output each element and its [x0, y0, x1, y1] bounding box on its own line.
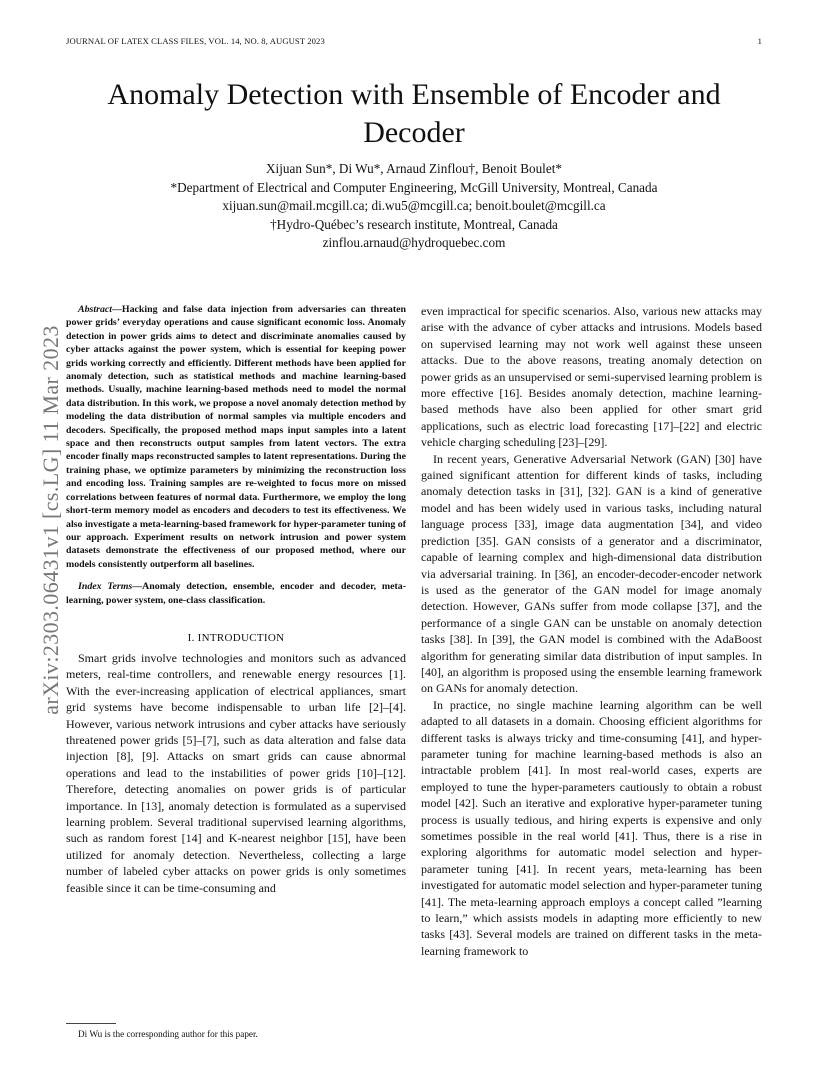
- arxiv-stamp: arXiv:2303.06431v1 [cs.LG] 11 Mar 2023: [38, 325, 63, 715]
- index-terms-text: —Anomaly detection, ensemble, encoder and decoder, meta-learning, power system, one-class classification.: [66, 581, 407, 606]
- intro-paragraph-1: Smart grids involve technologies and monitors such as advanced meters, real-time controllers, and renewable energy resources [1]. With the ever-increasing application of electrical appliances, smart grid systems have become indispensable to urban life [2]–[4]. However, various network intrusions and cyber attacks have seriously threatened power grids [5]–[7], such as data alteration and false data injection [8], [9]. Attacks on smart grids can cause abnormal operations and lead to the instabilities of power grids [10]–[12]. Therefore, detecting anomalies on power grids is of particular importance. In [13], anomaly detection is formulated as a supervised learning problem. Several traditional supervised learning algorithms, such as random forest [14] and K-nearest neighbor [15], have been utilized for anomaly detection. Nevertheless, collecting a large number of labeled cyber attacks on power grids is only sometimes feasible since it can be time-consuming and: [66, 650, 406, 895]
- page-number: 1: [757, 36, 762, 46]
- footnote-rule: [66, 1023, 116, 1024]
- title-line-1: Anomaly Detection with Ensemble of Encoder and: [107, 78, 721, 111]
- journal-name: JOURNAL OF LATEX CLASS FILES, VOL. 14, NO. 8, AUGUST 2023: [66, 36, 325, 46]
- affiliation-hydroquebec: †Hydro-Québec’s research institute, Montreal, Canada: [270, 216, 558, 232]
- index-terms-label: Index Terms: [78, 581, 133, 593]
- abstract: [66, 303, 406, 571]
- index-terms: [66, 580, 406, 607]
- email-hydroquebec: zinflou.arnaud@hydroquebec.com: [322, 235, 506, 251]
- intro-paragraph-2: In recent years, Generative Adversarial Network (GAN) [30] have gained significant attention for different kinds of tasks, including anomaly detection tasks in [31], [32]. GAN is a kind of generative model and has been widely used in various tasks, including natural language process [33], image data augmentation [34], and video prediction [35]. GAN consists of a generator and a discriminator, capable of learning complex and high-dimensional data distribution via adversarial training. In [36], an encoder-decoder-encoder network is used as the generator of the GAN model for image anomaly detection. However, GANs suffer from mode collapse [37], and the performance of a single GAN can be unstable on anomaly detection tasks [38]. In [39], the GAN model is combined with the AdaBoost algorithm for generating similar data distribution of input samples. In [40], an algorithm is proposed using the ensemble learning framework on GANs for anomaly detection.: [421, 451, 762, 696]
- abstract-label: Abstract: [78, 304, 113, 315]
- affiliation-mcgill: *Department of Electrical and Computer Engineering, McGill University, Montreal, Canada: [170, 179, 658, 195]
- author-names: Xijuan Sun*, Di Wu*, Arnaud Zinflou†, Benoit Boulet*: [266, 161, 562, 176]
- intro-paragraph-3: In practice, no single machine learning algorithm can be well adapted to all datasets in a domain. Choosing efficient algorithms for different tasks is always tricky and time-consuming [41], and hyper-parameter tuning for machine learning-based methods is also an intractable problem [41]. In most real-world cases, experts are employed to tune the hyper-parameters cautiously to obtain a robust model [42]. Such an iterative and explorative hyper-parameter tuning process is usually tedious, and hiring experts is expensive and only sometimes possible in the real world [41]. Thus, there is a rise in exploring algorithms for automatic model selection and hyper-parameter tuning [41]. In recent years, meta-learning has been investigated for automatic model selection and hyper-parameter tuning [41]. The meta-learning approach employs a concept called ”learning to learn,” which assists models in adapting more efficiently to new tasks [43]. Several models are trained on different tasks in the meta-learning framework to: [421, 697, 762, 958]
- right-column: [421, 303, 762, 959]
- left-column: [66, 303, 406, 896]
- intro-paragraph-1-continued: even impractical for specific scenarios. Also, various new attacks may arise with the advance of cyber attacks and intrusions. Models based on supervised learning may not work well against these unseen attacks. Due to the above reasons, treating anomaly detection on power grids as an unsupervised or semi-supervised learning problem is more effective [16]. Besides anomaly detection, machine learning-based methods have also been applied for other smart grid applications, such as electric load forecasting [17]–[22] and electric vehicle charging scheduling [23]–[29].: [421, 304, 762, 450]
- title-line-2: Decoder: [363, 116, 465, 149]
- author-block: [40, 160, 788, 253]
- paper-title: [40, 76, 788, 152]
- footnote: Di Wu is the corresponding author for this paper.: [78, 1029, 258, 1039]
- abstract-text: —Hacking and false data injection from adversaries can threaten power grids’ everyday operations and cause significant economic loss. Anomaly detection in power grids aims to detect and discriminate anomalies caused by cyber attacks against the power system, which is essential for keeping power grids working correctly and efficiently. Different methods have been applied for anomaly detection, such as statistical methods and machine learning-based methods. Usually, machine learning-based methods need to model the normal data distribution. In this work, we propose a novel anomaly detection method by modeling the data distribution of normal samples via multiple encoders and decoders. Specifically, the proposed method maps input samples into a latent space and then reconstructs output samples from latent vectors. The extra encoder finally maps reconstructed samples to latent representations. During the training phase, we optimize parameters by minimizing the reconstruction loss and encoding loss. Training samples are re-weighted to focus more on missed correlations between features of normal data. Furthermore, we employ the long short-term memory model as encoders and decoders to test its effectiveness. We also investigate a meta-learning-based framework for hyper-parameter tuning of our approach. Experiment results on network intrusion and power system datasets demonstrate the effectiveness of our proposed method, where our models consistently outperform all baselines.: [66, 304, 406, 570]
- running-header: [66, 36, 762, 46]
- emails-mcgill: xijuan.sun@mail.mcgill.ca; di.wu5@mcgill.ca; benoit.boulet@mcgill.ca: [222, 198, 606, 214]
- section-heading-introduction: I. INTRODUCTION: [187, 631, 285, 644]
